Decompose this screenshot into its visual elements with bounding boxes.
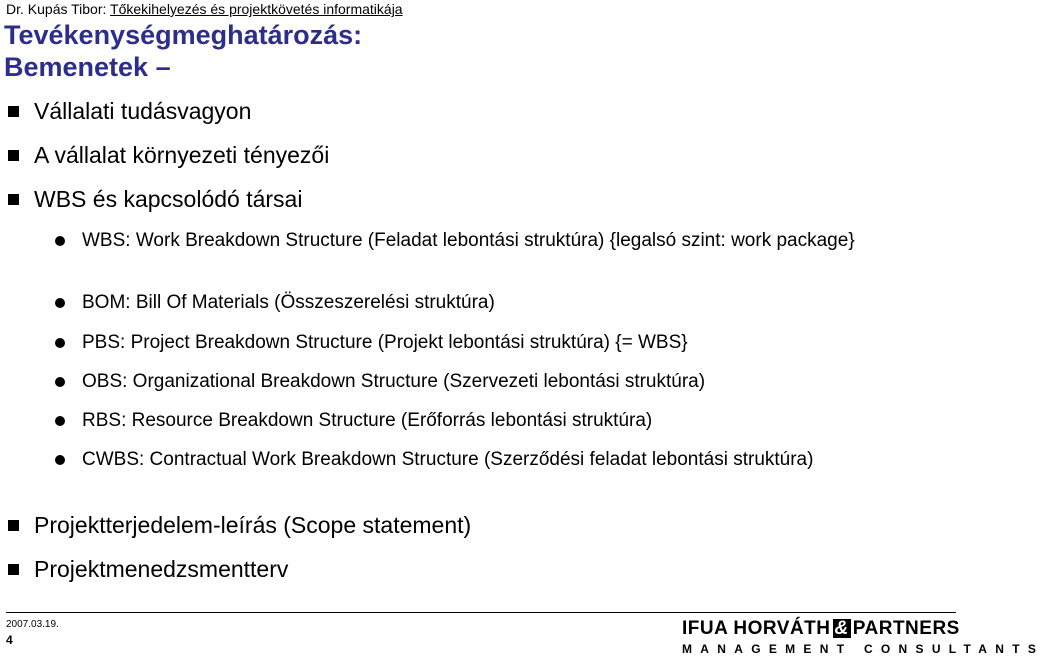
sub-bullet-item [82,409,932,433]
sub-bullet-item [82,331,932,355]
logo-wordmark [682,618,960,640]
bullet-text: Projektmenedzsmentterv [34,556,289,582]
company-logo [682,618,1044,656]
sub-bullet-text: WBS: Work Breakdown Structure (Feladat lebontási struktúra) {legalsó szint: work package} [82,230,855,251]
sub-bullet-text: PBS: Project Breakdown Structure (Projekt lebontási struktúra) {= WBS} [82,332,688,353]
bullet-text: Projektterjedelem-leírás (Scope statement) [34,512,472,538]
bullet-text: Vállalati tudásvagyon [34,98,252,124]
bullet-item [34,511,471,539]
bullet-item [34,97,251,125]
round-bullet-icon [55,455,65,465]
slide-header [6,1,403,17]
footer-date: 2007.03.19. [6,619,59,630]
logo-subtitle: MANAGEMENT CONSULTANTS [682,642,1044,656]
round-bullet-icon [55,338,65,348]
round-bullet-icon [55,377,65,387]
sub-bullet-item [82,291,932,315]
title-line-2: Bemenetek – [4,52,171,82]
page-number: 4 [6,633,13,647]
round-bullet-icon [55,416,65,426]
bullet-text: WBS és kapcsolódó társai [34,186,303,212]
bullet-item [34,141,329,169]
footer-divider [6,612,956,613]
square-bullet-icon [8,150,19,161]
sub-bullet-item [82,448,932,472]
slide-title [4,19,362,83]
round-bullet-icon [55,298,65,308]
square-bullet-icon [8,106,19,117]
bullet-text: A vállalat környezeti tényezői [34,142,330,168]
sub-bullet-text: CWBS: Contractual Work Breakdown Structure (Szerződési feladat lebontási struktúra) [82,449,814,470]
sub-bullet-item [82,229,932,253]
square-bullet-icon [8,194,19,205]
square-bullet-icon [8,564,19,575]
logo-part-1: IFUA HORVÁTH [682,618,831,639]
title-line-1: Tevékenységmeghatározás: [4,20,363,50]
sub-bullet-text: RBS: Resource Breakdown Structure (Erőforrás lebontási struktúra) [82,410,653,431]
sub-bullet-text: OBS: Organizational Breakdown Structure (Szervezeti lebontási struktúra) [82,371,706,392]
round-bullet-icon [55,236,65,246]
header-author: Dr. Kupás Tibor: [6,1,111,17]
bullet-item [34,185,302,213]
square-bullet-icon [8,520,19,531]
logo-part-2: PARTNERS [852,618,960,639]
header-course: Tőkekihelyezés és projektkövetés informatikája [110,1,403,17]
logo-ampersand: & [834,618,849,639]
bullet-item [34,555,288,583]
sub-bullet-text: BOM: Bill Of Materials (Összeszerelési struktúra) [82,292,495,313]
sub-bullet-item [82,370,932,394]
